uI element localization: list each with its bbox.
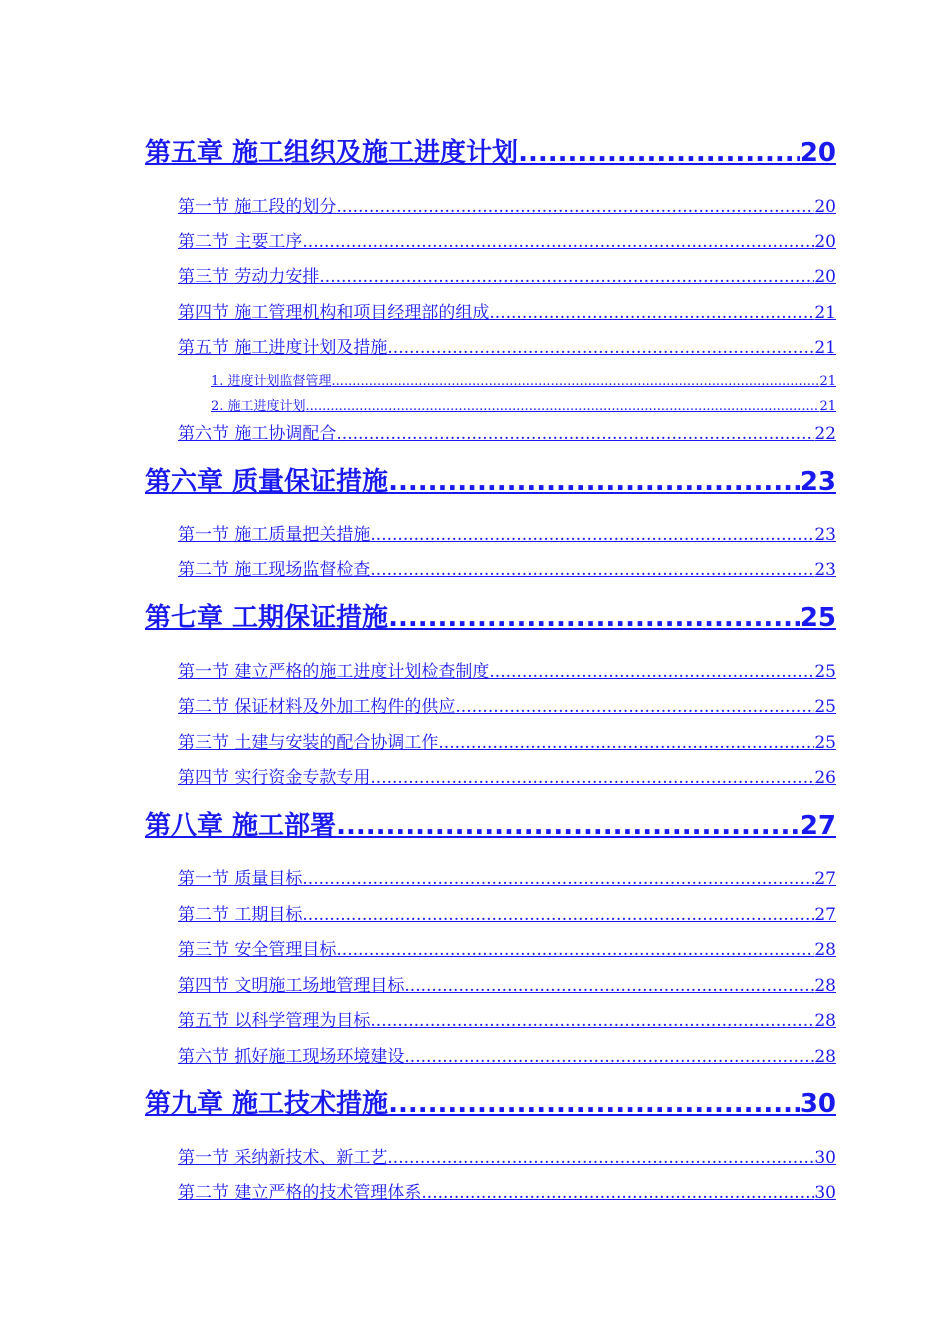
toc-section-5-3[interactable]: [178, 262, 836, 284]
toc-page-number: 21: [819, 374, 836, 388]
toc-section-8-4[interactable]: [178, 971, 836, 993]
toc-dot-leader: [332, 374, 820, 388]
toc-section-5-2[interactable]: [178, 227, 836, 249]
toc-section-7-4[interactable]: [178, 763, 836, 785]
toc-dot-leader: [388, 603, 800, 631]
toc-dot-leader: [336, 197, 814, 214]
toc-entry-title: 第二节 建立严格的技术管理体系: [178, 1183, 422, 1200]
toc-page-number: 28: [814, 976, 836, 993]
toc-page-number: 21: [814, 338, 836, 355]
toc-entry-title: 第六节 施工协调配合: [178, 424, 337, 441]
toc-dot-leader: [404, 1047, 814, 1064]
toc-subsection-5-5-1[interactable]: [211, 370, 836, 388]
toc-section-8-6[interactable]: [178, 1042, 836, 1064]
toc-entry-title: 第五章 施工组织及施工进度计划: [145, 138, 519, 166]
toc-dot-leader: [455, 697, 814, 714]
toc-entry-title: 第五节 施工进度计划及措施: [178, 338, 388, 355]
toc-dot-leader: [336, 940, 814, 957]
toc-dot-leader: [489, 303, 814, 320]
toc-page-number: 22: [814, 424, 836, 441]
toc-entry-title: 第六节 抓好施工现场环境建设: [178, 1047, 405, 1064]
toc-section-6-1[interactable]: [178, 520, 836, 542]
toc-section-5-6[interactable]: [178, 419, 836, 441]
toc-section-8-5[interactable]: [178, 1006, 836, 1028]
toc-page-number: 20: [814, 267, 836, 284]
toc-chapter-5[interactable]: [145, 132, 836, 166]
toc-entry-title: 第二节 施工现场监督检查: [178, 560, 371, 577]
toc-page-number: 30: [814, 1148, 836, 1165]
toc-dot-leader: [302, 869, 814, 886]
toc-chapter-9[interactable]: [145, 1083, 836, 1117]
toc-section-9-1[interactable]: [178, 1143, 836, 1165]
toc-page-number: 30: [814, 1183, 836, 1200]
toc-entry-title: 第三节 土建与安装的配合协调工作: [178, 733, 439, 750]
toc-page-number: 28: [814, 1011, 836, 1028]
toc-section-7-3[interactable]: [178, 728, 836, 750]
toc-chapter-8[interactable]: [145, 805, 836, 839]
toc-entry-title: 第一节 采纳新技术、新工艺: [178, 1148, 388, 1165]
toc-dot-leader: [438, 733, 814, 750]
toc-dot-leader: [370, 1011, 814, 1028]
toc-section-7-1[interactable]: [178, 657, 836, 679]
toc-page-number: 20: [814, 197, 836, 214]
toc-dot-leader: [370, 525, 814, 542]
toc-entry-title: 第二节 工期目标: [178, 905, 303, 922]
toc-entry-title: 2. 施工进度计划: [211, 399, 306, 413]
toc-dot-leader: [421, 1183, 814, 1200]
toc-entry-title: 第一节 施工质量把关措施: [178, 525, 371, 542]
toc-entry-title: 第一节 建立严格的施工进度计划检查制度: [178, 662, 490, 679]
toc-entry-title: 第四节 施工管理机构和项目经理部的组成: [178, 303, 490, 320]
toc-dot-leader: [370, 768, 814, 785]
toc-page-number: 28: [814, 1047, 836, 1064]
toc-subsection-5-5-2[interactable]: [211, 395, 836, 413]
toc-dot-leader: [370, 560, 814, 577]
toc-dot-leader: [388, 1089, 800, 1117]
toc-dot-leader: [302, 232, 814, 249]
toc-section-8-1[interactable]: [178, 864, 836, 886]
toc-dot-leader: [319, 267, 814, 284]
toc-entry-title: 第六章 质量保证措施: [145, 467, 389, 495]
toc-section-5-5[interactable]: [178, 333, 836, 355]
toc-section-5-4[interactable]: [178, 298, 836, 320]
toc-section-8-3[interactable]: [178, 935, 836, 957]
toc-dot-leader: [518, 138, 800, 166]
toc-section-7-2[interactable]: [178, 692, 836, 714]
toc-page-number: 25: [814, 662, 836, 679]
toc-page-number: 25: [814, 697, 836, 714]
toc-entry-title: 第二节 主要工序: [178, 232, 303, 249]
toc-page-number: 23: [799, 467, 836, 495]
toc-page-number: 21: [814, 303, 836, 320]
toc-entry-title: 第二节 保证材料及外加工构件的供应: [178, 697, 456, 714]
toc-section-6-2[interactable]: [178, 555, 836, 577]
toc-page-number: 30: [799, 1089, 836, 1117]
toc-page-number: 25: [814, 733, 836, 750]
toc-entry-title: 第一节 施工段的划分: [178, 197, 337, 214]
toc-entry-title: 第七章 工期保证措施: [145, 603, 389, 631]
toc-dot-leader: [336, 424, 814, 441]
toc-dot-leader: [306, 399, 820, 413]
toc-page-number: 28: [814, 940, 836, 957]
toc-page-number: 20: [814, 232, 836, 249]
toc-page-number: 21: [819, 399, 836, 413]
toc-chapter-7[interactable]: [145, 597, 836, 631]
toc-entry-title: 第四节 实行资金专款专用: [178, 768, 371, 785]
toc-entry-title: 第三节 劳动力安排: [178, 267, 320, 284]
toc-chapter-6[interactable]: [145, 461, 836, 495]
toc-page-number: 26: [814, 768, 836, 785]
toc-page-number: 27: [799, 811, 836, 839]
toc-page-number: 23: [814, 525, 836, 542]
toc-entry-title: 第四节 文明施工场地管理目标: [178, 976, 405, 993]
toc-page-number: 25: [799, 603, 836, 631]
toc-dot-leader: [388, 467, 800, 495]
toc-page-number: 27: [814, 905, 836, 922]
toc-page-number: 20: [799, 138, 836, 166]
toc-entry-title: 第八章 施工部署: [145, 811, 337, 839]
toc-section-5-1[interactable]: [178, 192, 836, 214]
toc-entry-title: 第九章 施工技术措施: [145, 1089, 389, 1117]
toc-page-number: 23: [814, 560, 836, 577]
toc-dot-leader: [336, 811, 800, 839]
toc-section-8-2[interactable]: [178, 900, 836, 922]
toc-entry-title: 1. 进度计划监督管理: [211, 374, 332, 388]
toc-entry-title: 第五节 以科学管理为目标: [178, 1011, 371, 1028]
toc-dot-leader: [387, 338, 814, 355]
toc-dot-leader: [404, 976, 814, 993]
toc-entry-title: 第三节 安全管理目标: [178, 940, 337, 957]
toc-entry-title: 第一节 质量目标: [178, 869, 303, 886]
toc-section-9-2[interactable]: [178, 1178, 836, 1200]
toc-dot-leader: [489, 662, 814, 679]
toc-dot-leader: [302, 905, 814, 922]
toc-page-number: 27: [814, 869, 836, 886]
toc-dot-leader: [387, 1148, 814, 1165]
